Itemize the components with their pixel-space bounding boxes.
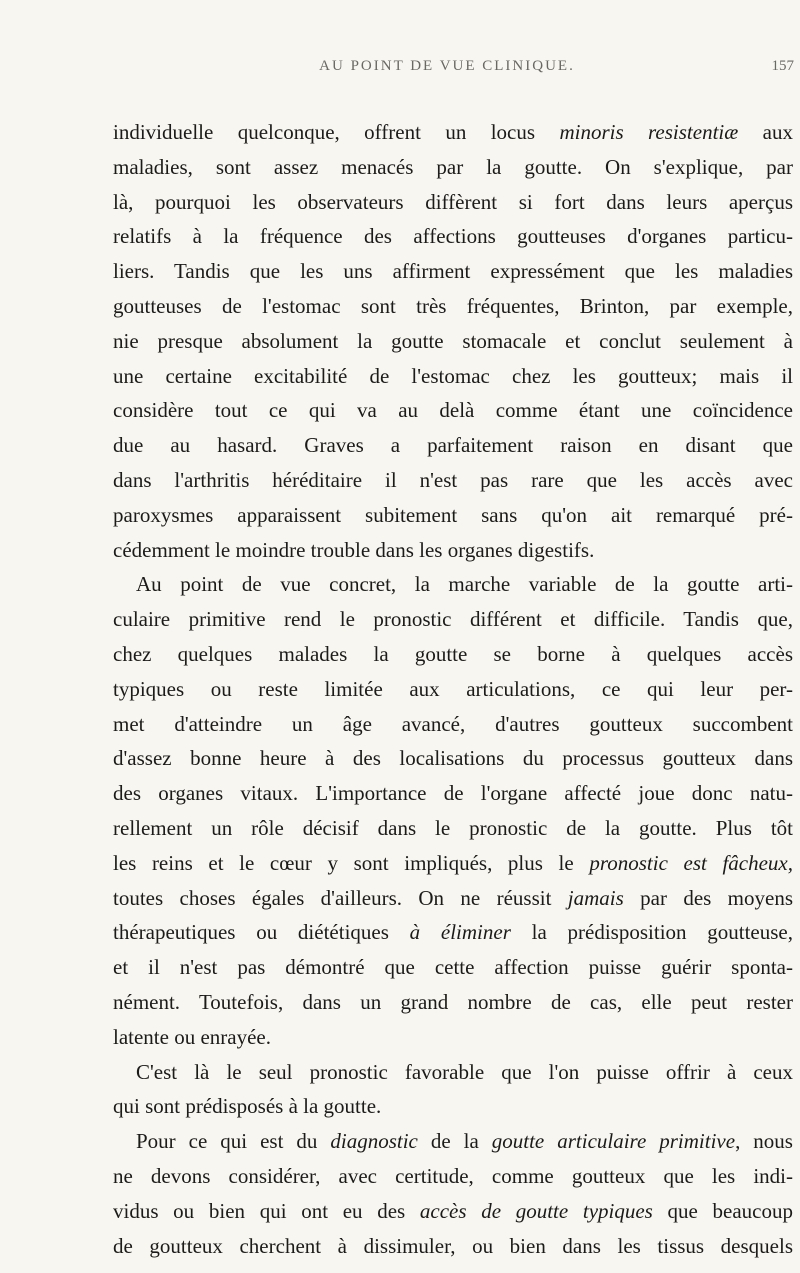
- body-text: [113, 115, 793, 1263]
- text-line: [113, 567, 793, 602]
- text-segment: d'assez bonne heure à des localisations du processus goutteux dans: [113, 746, 793, 771]
- text-line: [113, 1055, 793, 1090]
- text-segment: considère tout ce qui va au delà comme étant une coïncidence: [113, 398, 793, 423]
- text-segment: thérapeutiques ou diététiques: [113, 920, 410, 945]
- text-segment: chez quelques malades la goutte se borne à quelques accès: [113, 641, 793, 666]
- text-line: [113, 1020, 793, 1055]
- text-line: [113, 498, 793, 533]
- text-segment: dans l'arthritis héréditaire il n'est pas rare que les accès avec: [113, 467, 793, 492]
- text-line: [113, 185, 793, 220]
- italic-text: accès de goutte typiques: [419, 1198, 653, 1223]
- text-segment: typiques ou reste limitée aux articulations, ce qui leur per-: [113, 676, 793, 701]
- text-line: [113, 393, 793, 428]
- text-line: [113, 219, 793, 254]
- text-line: [113, 463, 793, 498]
- text-segment: ne devons considérer, avec certitude, comme goutteux que les indi-: [113, 1163, 793, 1188]
- text-segment: latente ou enrayée.: [113, 1024, 271, 1049]
- text-segment: goutteuses de l'estomac sont très fréquentes, Brinton, par exemple,: [113, 293, 793, 318]
- text-line: [113, 359, 793, 394]
- text-line: [113, 150, 793, 185]
- text-line: [113, 707, 793, 742]
- italic-text: goutte articulaire primitive: [491, 1129, 736, 1154]
- text-line: [113, 776, 793, 811]
- text-segment: C'est là le seul pronostic favorable que l'on puisse offrir à ceux: [136, 1059, 793, 1084]
- text-segment: la prédisposition goutteuse,: [510, 920, 793, 945]
- text-segment: paroxysmes apparaissent subitement sans qu'on ait remarqué pré-: [113, 502, 793, 527]
- italic-text: jamais: [567, 885, 624, 910]
- text-segment: par des moyens: [623, 885, 794, 910]
- text-segment: une certaine excitabilité de l'estomac chez les goutteux; mais il: [113, 363, 793, 388]
- text-line: [113, 950, 793, 985]
- text-segment: Au point de vue concret, la marche variable de la goutte arti-: [136, 572, 793, 597]
- text-line: [113, 1159, 793, 1194]
- text-segment: relatifs à la fréquence des affections goutteuses d'organes particu-: [113, 224, 793, 249]
- text-line: [113, 741, 793, 776]
- text-segment: nément. Toutefois, dans un grand nombre de cas, elle peut rester: [113, 989, 793, 1014]
- text-segment: culaire primitive rend le pronostic différent et difficile. Tandis que,: [113, 607, 793, 632]
- text-segment: due au hasard. Graves a parfaitement raison en disant que: [113, 433, 793, 458]
- text-line: [113, 637, 793, 672]
- page-header: [100, 58, 794, 82]
- text-line: [113, 915, 793, 950]
- text-line: [113, 289, 793, 324]
- text-segment: toutes choses égales d'ailleurs. On ne réussit: [113, 885, 568, 910]
- text-segment: , nous: [735, 1129, 793, 1154]
- text-segment: maladies, sont assez menacés par la goutte. On s'explique, par: [113, 154, 793, 179]
- text-segment: Pour ce qui est du: [136, 1129, 331, 1154]
- text-line: [113, 811, 793, 846]
- text-segment: de goutteux cherchent à dissimuler, ou bien dans les tissus desquels: [113, 1233, 793, 1258]
- text-line: [113, 672, 793, 707]
- text-segment: cédemment le moindre trouble dans les organes digestifs.: [113, 537, 595, 562]
- text-segment: qui sont prédisposés à la goutte.: [113, 1094, 382, 1119]
- text-segment: liers. Tandis que les uns affirment expressément que les maladies: [113, 259, 793, 284]
- text-segment: met d'atteindre un âge avancé, d'autres goutteux succombent: [113, 711, 793, 736]
- text-line: [113, 533, 793, 568]
- text-line: [113, 881, 793, 916]
- text-segment: individuelle quelconque, offrent un locus: [113, 120, 560, 144]
- italic-text: minoris resistentiæ: [559, 120, 739, 144]
- text-segment: vidus ou bien qui ont eu des: [113, 1198, 420, 1223]
- italic-text: à éliminer: [409, 920, 511, 945]
- text-segment: rellement un rôle décisif dans le pronostic de la goutte. Plus tôt: [113, 815, 793, 840]
- text-line: [113, 115, 793, 150]
- text-line: [113, 254, 793, 289]
- text-line: [113, 985, 793, 1020]
- text-line: [113, 1194, 793, 1229]
- text-line: [113, 1089, 793, 1124]
- text-segment: de la: [417, 1129, 492, 1154]
- text-line: [113, 1124, 793, 1159]
- text-segment: les reins et le cœur y sont impliqués, plus le: [113, 850, 590, 875]
- text-segment: aux: [738, 120, 793, 144]
- text-line: [113, 1229, 793, 1264]
- text-segment: que beaucoup: [652, 1198, 793, 1223]
- running-title: AU POINT DE VUE CLINIQUE.: [319, 58, 575, 74]
- text-segment: là, pourquoi les observateurs diffèrent si fort dans leurs aperçus: [113, 189, 793, 214]
- text-line: [113, 428, 793, 463]
- text-line: [113, 846, 793, 881]
- text-segment: des organes vitaux. L'importance de l'organe affecté joue donc natu-: [113, 781, 793, 806]
- text-line: [113, 324, 793, 359]
- text-line: [113, 602, 793, 637]
- text-segment: et il n'est pas démontré que cette affection puisse guérir sponta-: [113, 955, 793, 980]
- italic-text: pronostic est fâcheux,: [589, 850, 793, 875]
- page-number: 157: [771, 58, 794, 74]
- italic-text: diagnostic: [330, 1129, 418, 1154]
- text-segment: nie presque absolument la goutte stomacale et conclut seulement à: [113, 328, 793, 353]
